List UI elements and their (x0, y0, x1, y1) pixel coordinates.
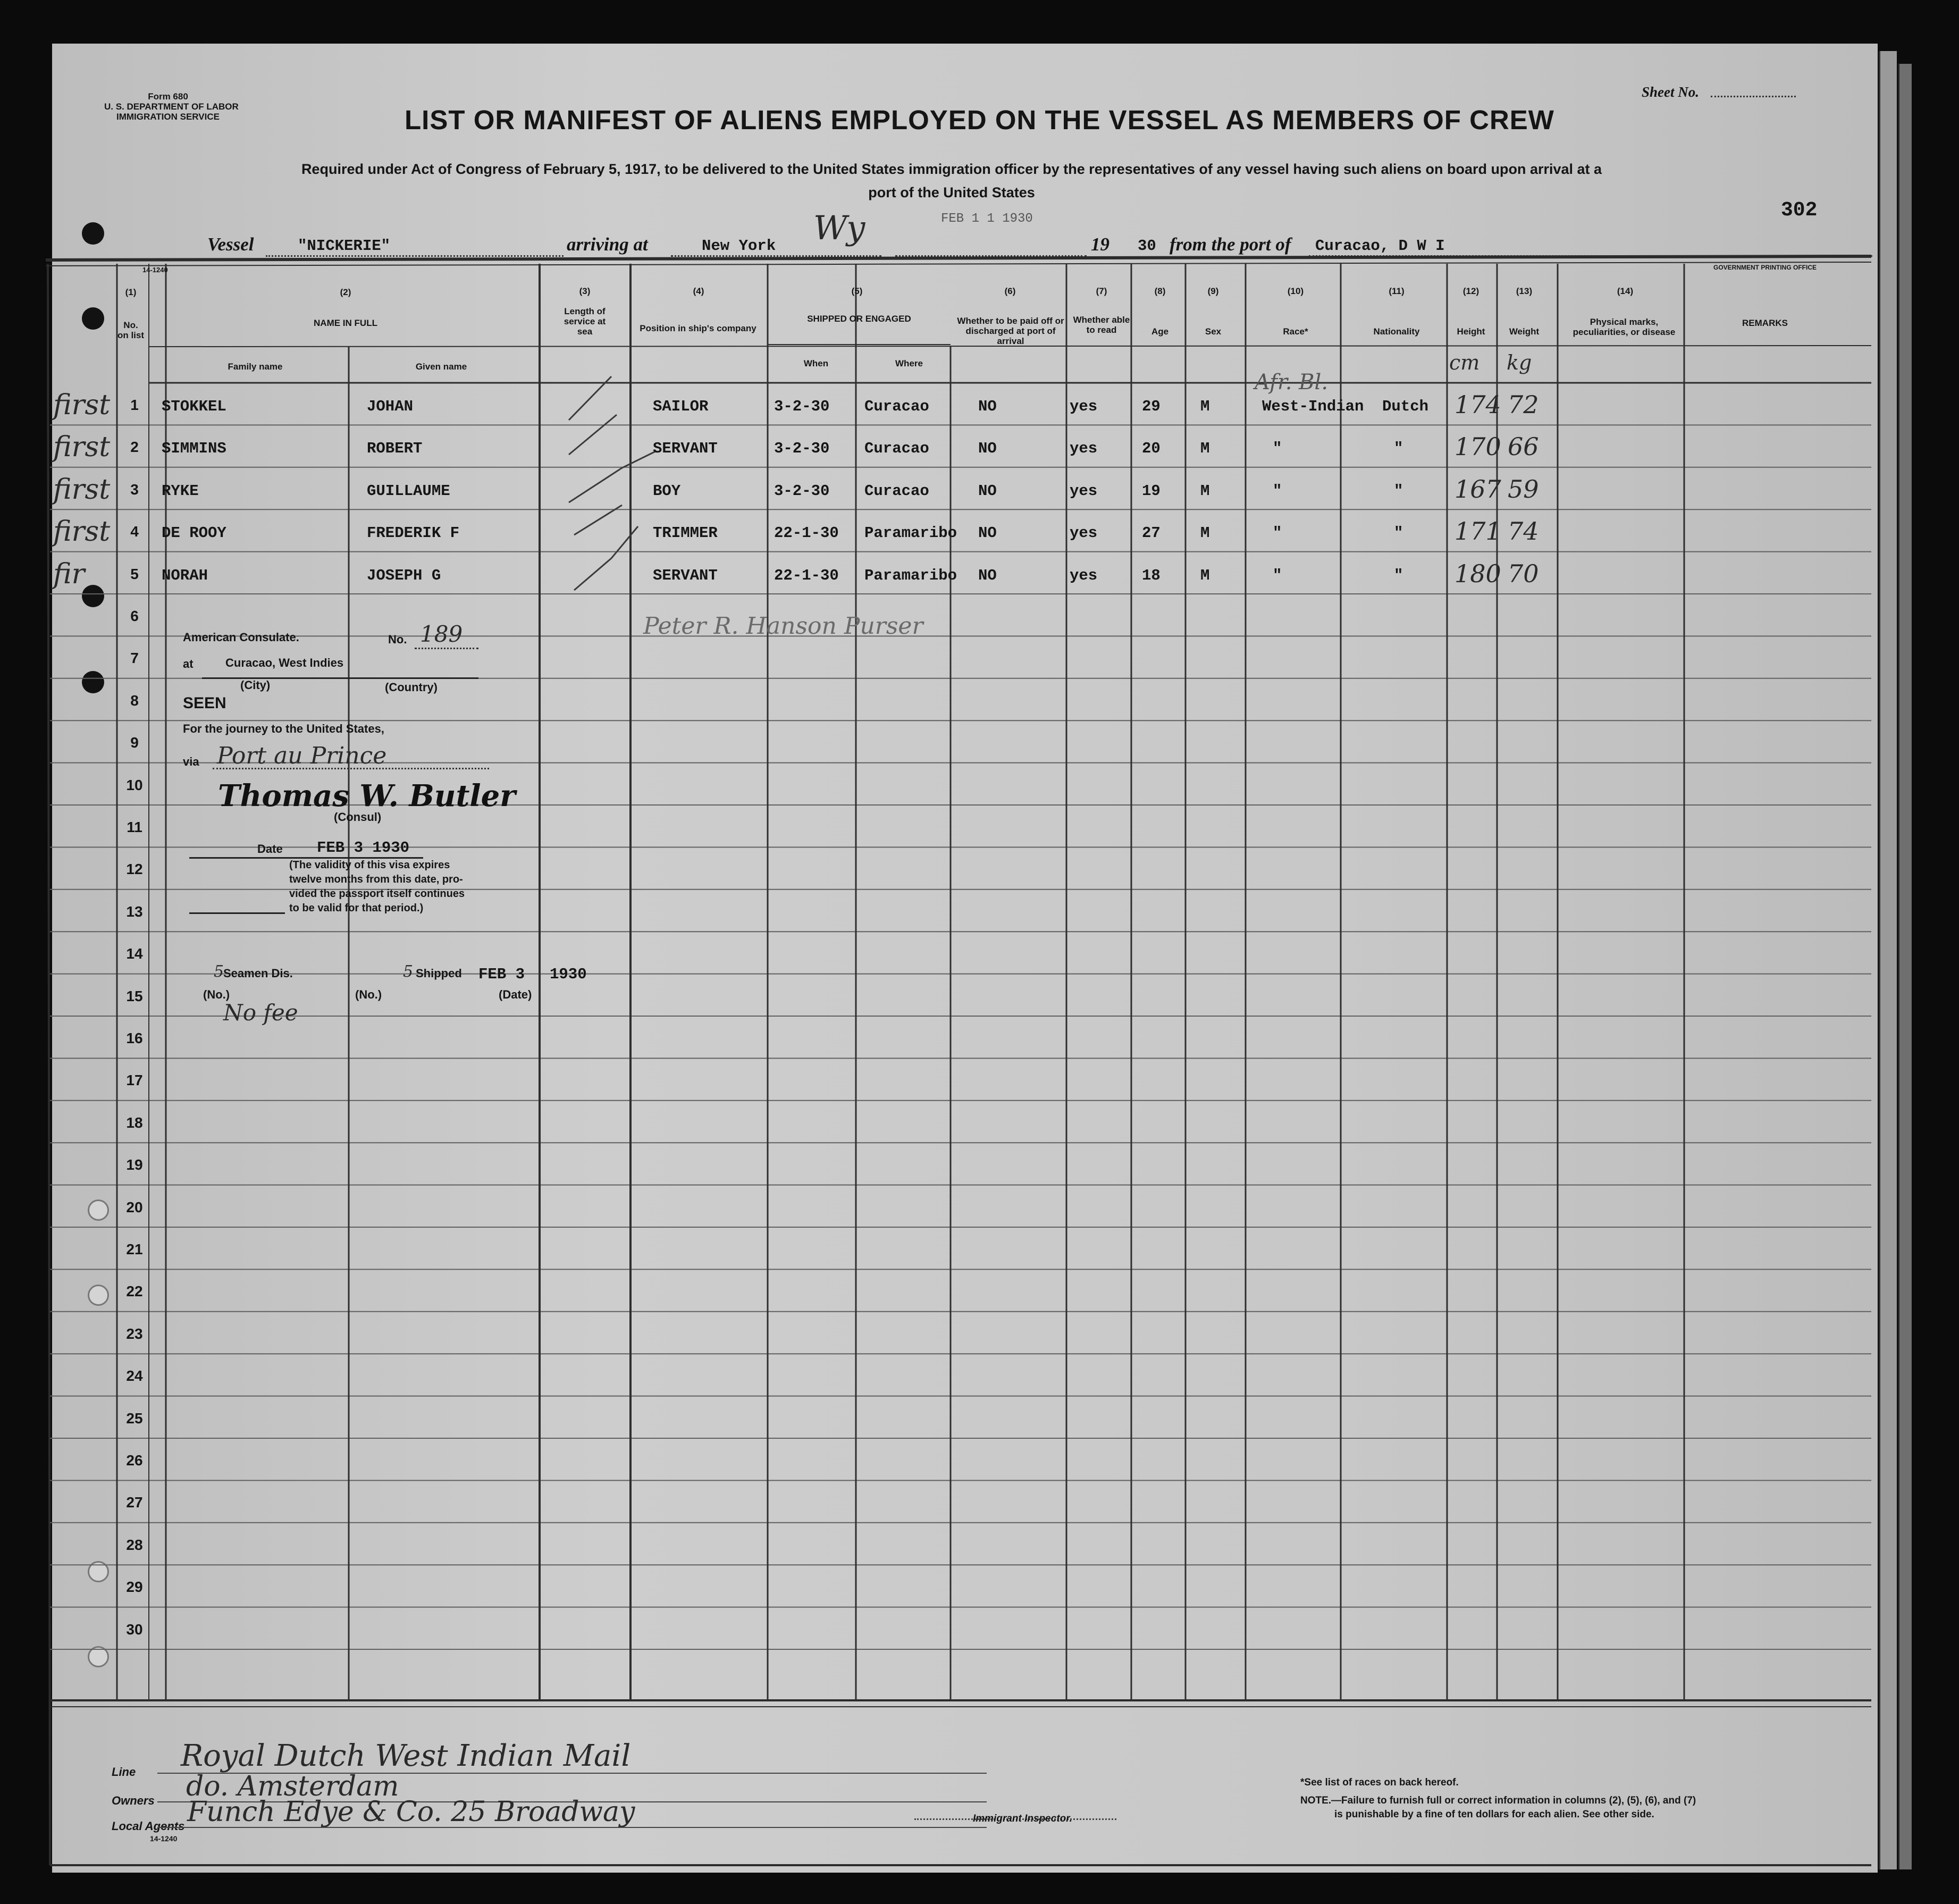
position: SERVANT (653, 566, 718, 584)
arriving-label: arriving at (567, 234, 648, 255)
margin-note: fir (53, 558, 85, 590)
col7-number: (7) (1096, 286, 1107, 296)
col13-number: (13) (1516, 286, 1533, 296)
shipped-count: 5 (403, 962, 414, 981)
col9-number: (9) (1207, 286, 1219, 296)
col14-number: (14) (1617, 286, 1634, 296)
nationality: " (1394, 482, 1403, 500)
row-number: 19 (126, 1156, 143, 1173)
height-unit: cm (1449, 351, 1480, 374)
row-number: 12 (126, 861, 143, 878)
subtitle-line2: port of the United States (868, 184, 1035, 200)
shipped-where: Curacao (864, 398, 929, 415)
row-number: 11 (127, 819, 142, 835)
family-name: NORAH (162, 566, 208, 584)
row-number: 6 (130, 608, 139, 624)
nationality: " (1394, 524, 1403, 542)
vessel-name: "NICKERIE" (298, 237, 391, 255)
given-name: JOSEPH G (367, 566, 441, 584)
seen-label: SEEN (183, 694, 226, 712)
weight: 66 (1508, 432, 1539, 462)
col4-number: (4) (693, 286, 704, 296)
from-port-label: from the port of (1170, 234, 1291, 255)
row-number: 5 (130, 565, 139, 582)
col6-number: (6) (1004, 286, 1016, 296)
sex: M (1200, 440, 1210, 458)
col1-number: (1) (125, 287, 137, 297)
shipped-when: 22-1-30 (774, 566, 839, 584)
col12-label: Height (1457, 326, 1485, 337)
margin-note: first (53, 431, 111, 464)
col2-given-label: Given name (415, 362, 467, 372)
fine-note-1: NOTE.—Failure to furnish full or correct information in columns (2), (5), (6), and (7) (1300, 1795, 1696, 1806)
paid-off: NO (978, 566, 997, 584)
col4-label: Position in ship's company (640, 323, 756, 333)
shipped-where: Curacao (864, 440, 929, 458)
margin-note: first (53, 389, 111, 421)
paid-off: NO (978, 482, 997, 500)
race-footnote: *See list of races on back hereof. (1300, 1777, 1459, 1788)
col13-label: Weight (1509, 326, 1540, 337)
owners-label: Owners (112, 1794, 155, 1807)
margin-note: first (53, 473, 111, 506)
country-label: (Country) (385, 681, 438, 694)
validity-line: to be valid for that period.) (289, 902, 424, 914)
row-number: 20 (126, 1198, 143, 1215)
line-value: Royal Dutch West Indian Mail (181, 1739, 631, 1773)
height: 174 (1454, 390, 1501, 419)
owners-value: do. Amsterdam (186, 1771, 399, 1802)
at-label: at (183, 657, 194, 670)
able-to-read: yes (1070, 482, 1098, 500)
agents-value: Funch Edye & Co. 25 Broadway (187, 1796, 635, 1828)
paid-off: NO (978, 398, 997, 415)
row-number: 3 (130, 481, 139, 498)
date-label: Date (257, 842, 283, 855)
col11-label: Nationality (1373, 326, 1420, 337)
position: TRIMMER (653, 524, 718, 542)
row-number: 24 (126, 1368, 143, 1385)
race-annotation: Afr. Bl. (1255, 370, 1329, 395)
fee-note: No fee (223, 1000, 298, 1026)
arriving-port: New York (702, 237, 776, 255)
row-number: 15 (126, 987, 143, 1004)
family-name: SIMMINS (162, 440, 226, 458)
margin-note: first (53, 516, 111, 548)
shipped-where: Paramaribo (864, 566, 957, 584)
row-number: 28 (126, 1536, 143, 1553)
seamen-dis-label: Seamen Dis. (223, 967, 293, 980)
arrival-date-stamp: FEB 1 1 1930 (941, 212, 1033, 226)
date-label-2: (Date) (499, 988, 532, 1001)
via-value: Port au Prince (217, 742, 387, 769)
consul-label: (Consul) (334, 810, 382, 824)
given-name: JOHAN (367, 398, 414, 415)
year-suffix: 30 (1138, 237, 1156, 255)
col1-label: No. on list (117, 320, 145, 340)
page-number: 302 (1781, 199, 1818, 222)
weight: 74 (1508, 517, 1539, 546)
col12-number: (12) (1462, 286, 1479, 296)
shipped-when: 3-2-30 (774, 440, 830, 458)
inspector-label: Immigrant Inspector. (973, 1813, 1072, 1824)
col10-label: Race* (1283, 326, 1308, 337)
weight-unit: kg (1507, 351, 1532, 374)
given-name: FREDERIK F (367, 524, 460, 542)
row-number: 14 (126, 945, 143, 962)
col5-number: (5) (851, 286, 863, 296)
col10-number: (10) (1287, 286, 1304, 296)
col8-label: Age (1151, 326, 1169, 337)
agents-label: Local Agents (112, 1819, 185, 1833)
family-name: DE ROOY (162, 524, 226, 542)
department-name: U. S. DEPARTMENT OF LABOR (104, 102, 239, 112)
visa-date: FEB 3 1930 (317, 839, 410, 857)
nationality: Dutch (1382, 398, 1429, 415)
row-number: 4 (130, 523, 139, 540)
able-to-read: yes (1070, 566, 1098, 584)
height: 171 (1454, 517, 1501, 546)
journey-text: For the journey to the United States, (183, 722, 384, 735)
year-prefix: 19 (1091, 234, 1109, 255)
age: 29 (1142, 398, 1161, 415)
shipped-when: 3-2-30 (774, 398, 830, 415)
seamen-count: 5 (214, 962, 224, 981)
row-number: 16 (126, 1030, 143, 1046)
col6-label: Whether to be paid off or discharged at port of arrival (957, 316, 1064, 346)
purser-signature: Peter R. Hanson Purser (643, 613, 923, 640)
race: " (1273, 440, 1282, 458)
validity-line: vided the passport itself continues (289, 888, 465, 900)
height: 170 (1454, 432, 1501, 462)
visa-no-line (415, 648, 478, 649)
sheet-no-label: Sheet No. (1642, 84, 1699, 100)
row-number: 9 (130, 734, 139, 751)
age: 27 (1142, 524, 1161, 542)
validity-rule (189, 912, 285, 914)
col8-number: (8) (1154, 286, 1166, 296)
col14-label: Physical marks, peculiarities, or disease (1573, 317, 1676, 337)
col5-where-label: Where (895, 358, 923, 368)
col11-number: (11) (1389, 286, 1405, 296)
line-label: Line (112, 1765, 136, 1779)
via-label: via (183, 755, 199, 768)
sex: M (1200, 482, 1210, 500)
remarks-label: REMARKS (1742, 318, 1788, 328)
sex: M (1200, 524, 1210, 542)
able-to-read: yes (1070, 398, 1098, 415)
sex: M (1200, 398, 1210, 415)
race: West-Indian (1262, 398, 1364, 415)
given-name: GUILLAUME (367, 482, 450, 500)
col2-number: (2) (340, 287, 351, 297)
sex: M (1200, 566, 1210, 584)
row-number: 17 (126, 1072, 143, 1089)
consulate-name: American Consulate. (183, 631, 299, 644)
row-number: 13 (126, 903, 143, 920)
height: 167 (1454, 474, 1501, 504)
row-number: 1 (130, 397, 139, 413)
validity-text (289, 858, 465, 916)
race: " (1273, 524, 1282, 542)
age: 18 (1142, 566, 1161, 584)
no-label-2: (No.) (355, 988, 382, 1001)
row-number: 21 (126, 1241, 143, 1257)
arriving-port-handwritten: Wy (813, 208, 865, 247)
row-number: 30 (126, 1621, 143, 1638)
age: 20 (1142, 440, 1161, 458)
able-to-read: yes (1070, 440, 1098, 458)
col2-family-label: Family name (228, 362, 283, 372)
agents-rule (157, 1827, 987, 1828)
row-number: 7 (130, 650, 139, 667)
visa-no-value: 189 (420, 621, 463, 647)
weight: 70 (1508, 559, 1539, 588)
race: " (1273, 566, 1282, 584)
family-name: RYKE (162, 482, 199, 500)
able-to-read: yes (1070, 524, 1098, 542)
form-number: Form 680 (148, 91, 188, 102)
row-number: 25 (126, 1410, 143, 1427)
position: BOY (653, 482, 681, 500)
footer-print-code: 14-1240 (150, 1834, 178, 1843)
col5-label: SHIPPED OR ENGAGED (807, 314, 911, 324)
col3-number: (3) (579, 286, 591, 296)
no-label-1: (No.) (203, 988, 230, 1001)
age: 19 (1142, 482, 1161, 500)
col2-label: NAME IN FULL (314, 318, 377, 328)
shipped-when: 3-2-30 (774, 482, 830, 500)
family-name: STOKKEL (162, 398, 226, 415)
print-code: 14-1240 (142, 266, 168, 274)
subtitle-line1: Required under Act of Congress of February 5, 1917, to be delivered to the United States immigration officer by the representatives of any vessel having such aliens on board upon arrival at a (301, 161, 1602, 177)
nationality: " (1394, 440, 1403, 458)
visa-no-label: No. (388, 633, 407, 646)
position: SAILOR (653, 398, 709, 415)
paid-off: NO (978, 524, 997, 542)
vessel-label: Vessel (207, 234, 254, 255)
printer-mark: GOVERNMENT PRINTING OFFICE (1713, 264, 1817, 271)
row-number: 10 (126, 776, 143, 793)
fine-note-2: is punishable by a fine of ten dollars for each alien. See other side. (1334, 1809, 1654, 1820)
race: " (1273, 482, 1282, 500)
shipped-label: Shipped (416, 967, 462, 980)
city-value: Curacao, West Indies (225, 656, 344, 669)
paid-off: NO (978, 440, 997, 458)
height: 180 (1454, 559, 1501, 588)
row-number: 26 (126, 1452, 143, 1469)
from-port: Curacao, D W I (1315, 237, 1445, 255)
row-number: 27 (126, 1494, 143, 1511)
weight: 72 (1508, 390, 1539, 419)
row-number: 8 (130, 692, 139, 709)
weight: 59 (1508, 474, 1539, 504)
row-number: 22 (126, 1283, 143, 1300)
shipped-date: FEB 3 (478, 966, 525, 983)
page-title: LIST OR MANIFEST OF ALIENS EMPLOYED ON THE VESSEL AS MEMBERS OF CREW (405, 105, 1554, 135)
shipped-where: Curacao (864, 482, 929, 500)
city-label: (City) (240, 678, 271, 692)
row-number: 23 (126, 1325, 143, 1342)
row-number: 29 (126, 1579, 143, 1596)
validity-line: (The validity of this visa expires (289, 859, 450, 871)
row-number: 2 (130, 439, 139, 456)
position: SERVANT (653, 440, 718, 458)
shipped-where: Paramaribo (864, 524, 957, 542)
shipped-when: 22-1-30 (774, 524, 839, 542)
service-name: IMMIGRATION SERVICE (116, 112, 220, 122)
col3-label: Length of service at sea (564, 306, 606, 337)
nationality: " (1394, 566, 1403, 584)
col7-label: Whether able to read (1073, 315, 1130, 335)
shipped-year: 1930 (550, 966, 587, 983)
via-line (213, 768, 489, 769)
col5-when-label: When (803, 358, 829, 368)
consul-signature: Thomas W. Butler (218, 778, 516, 813)
row-number: 18 (126, 1114, 143, 1131)
col9-label: Sex (1205, 326, 1222, 337)
given-name: ROBERT (367, 440, 423, 458)
validity-line: twelve months from this date, pro- (289, 874, 463, 885)
